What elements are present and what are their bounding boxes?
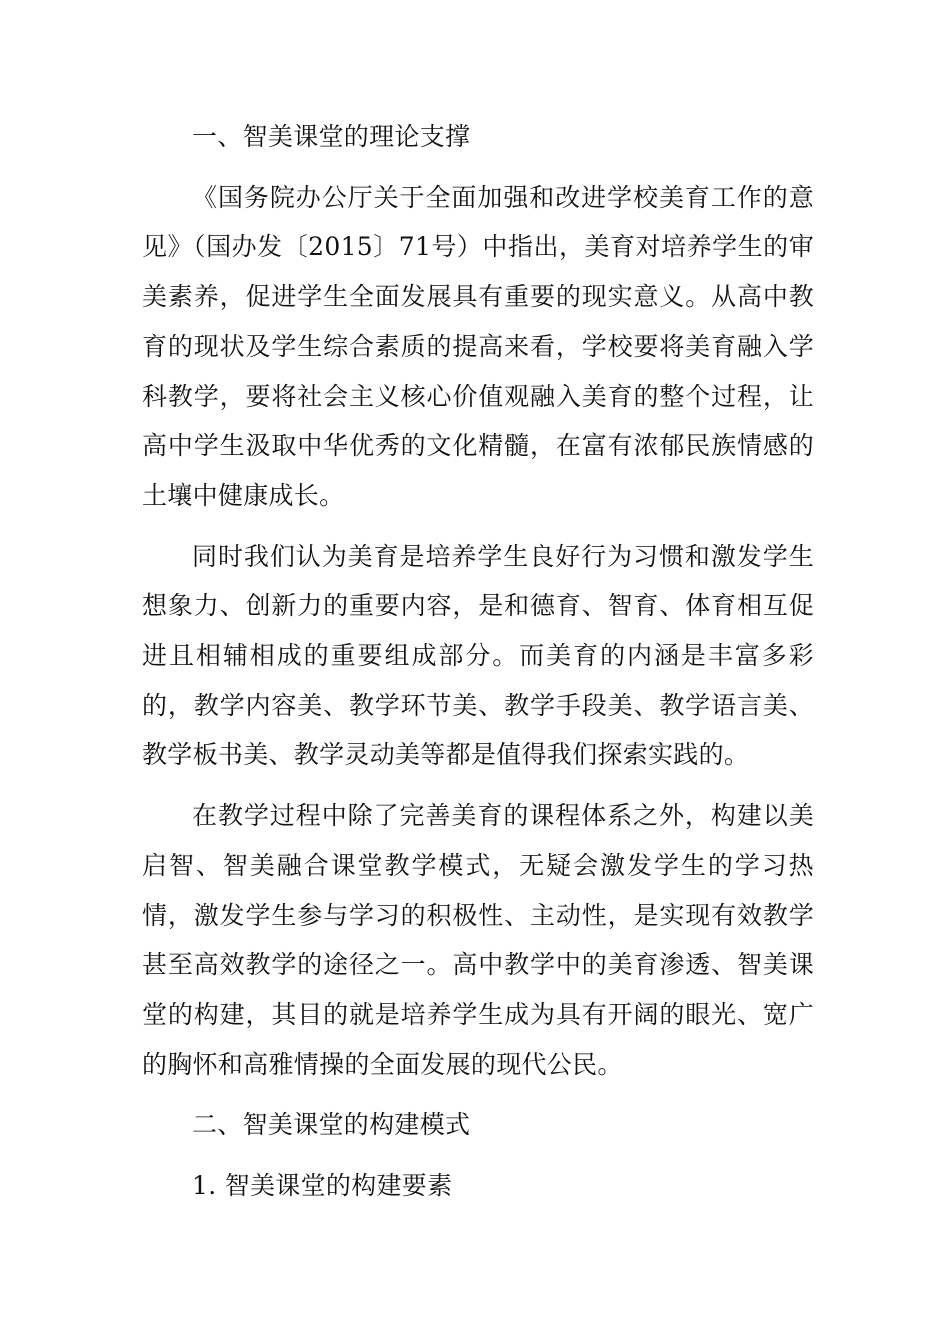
section-heading-1: 一、智美课堂的理论支撑 — [192, 122, 471, 151]
paragraph-1: 《国务院办公厅关于全面加强和改进学校美育工作的意见》（国办发〔2015〕71号）中指出，美育对培养学生的审美素养，促进学生全面发展具有重要的现实意义。从高中教育的现状及学生综合素质的提高来看，学校要将美育融入学科教学，要将社会主义核心价值观融入美育的整个过程，让高中学生汲取中华优秀的文化精髓，在富有浓郁民族情感的土壤中健康成长。 — [142, 182, 814, 510]
paragraph-3: 在教学过程中除了完善美育的课程体系之外，构建以美启智、智美融合课堂教学模式，无疑会激发学生的学习热情，激发学生参与学习的积极性、主动性，是实现有效教学甚至高效教学的途径之一。高中教学中的美育渗透、智美课堂的构建，其目的就是培养学生成为具有开阔的眼光、宽广的胸怀和高雅情操的全面发展的现代公民。 — [142, 801, 814, 1079]
document-body — [142, 112, 814, 1222]
subsection-heading-1: 1. 智美课堂的构建要素 — [192, 1171, 453, 1201]
paragraph-2: 同时我们认为美育是培养学生良好行为习惯和激发学生想象力、创新力的重要内容，是和德育、智育、体育相互促进且相辅相成的重要组成部分。而美育的内涵是丰富多彩的，教学内容美、教学环节美、教学手段美、教学语言美、教学板书美、教学灵动美等都是值得我们探索实践的。 — [142, 541, 814, 770]
section-heading-2: 二、智美课堂的构建模式 — [192, 1110, 471, 1140]
